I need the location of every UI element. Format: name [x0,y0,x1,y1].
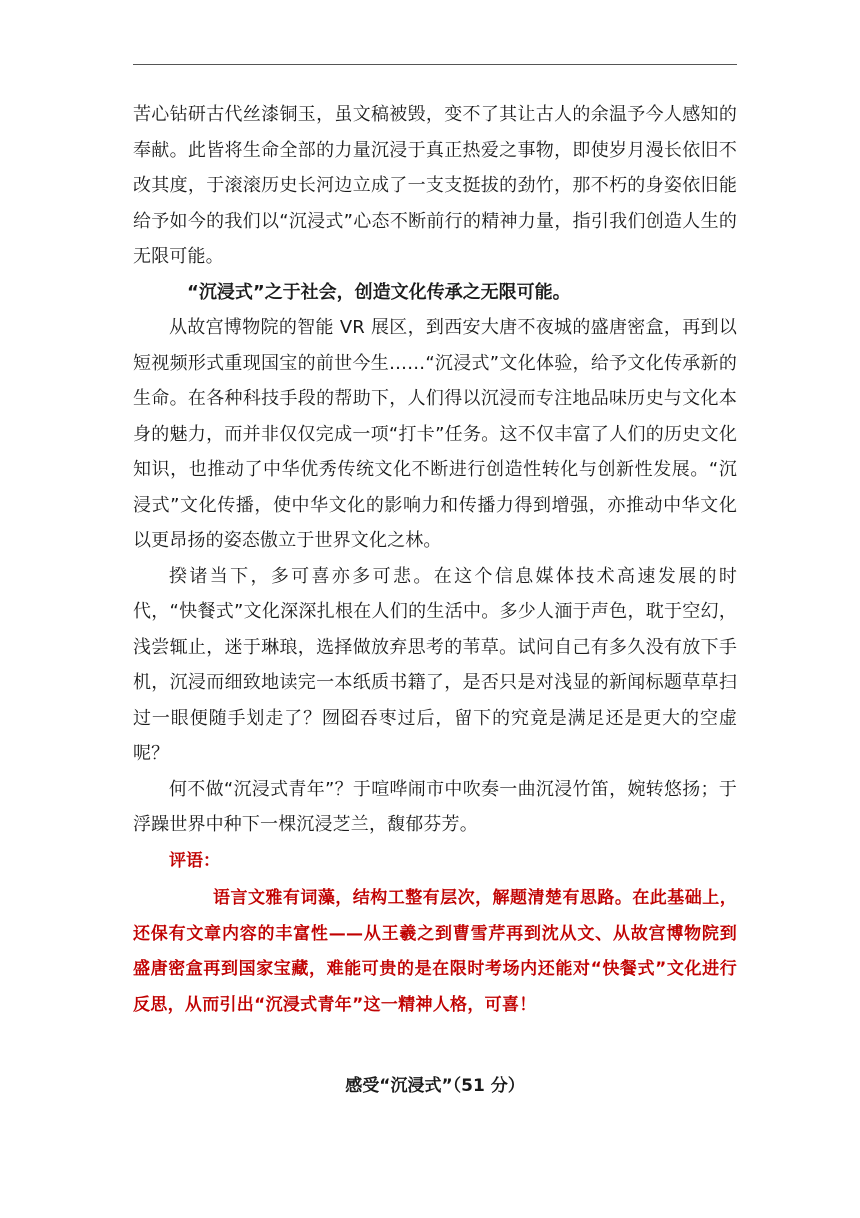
comment-label: 评语： [169,850,220,871]
paragraph-reflection: 揆诸当下，多可喜亦多可悲。在这个信息媒体技术高速发展的时代，“快餐式”文化深深扎根在人们的生活中。多少人湎于声色，耽于空幻，浅尝辄止，迷于琳琅，选择做放弃思考的苇草。试问自己有多久没有放下手机，沉浸而细致地读完一本纸质书籍了，是否只是对浅显的新闻标题草草扫过一眼便随手划走了？囫囵吞枣过后，留下的究竟是满足还是更大的空虚呢？ [133,565,737,764]
section-subheading: “沉浸式”之于社会，创造文化传承之无限可能。 [187,281,571,303]
paragraph-culture: 从故宫博物院的智能 VR 展区，到西安大唐不夜城的盛唐密盒，再到以短视频形式重现国宝的前世今生……“沉浸式”文化体验，给予文化传承新的生命。在各种科技手段的帮助下，人们得以沉浸而专注地品味历史与文化本身的魅力，而并非仅仅完成一项“打卡”任务。这不仅丰富了人们的历史文化知识，也推动了中华优秀传统文化不断进行创造性转化与创新性发展。“沉浸式”文化传播，使中华文化的影响力和传播力得到增强，亦推动中华文化以更昂扬的姿态傲立于世界文化之林。 [133,317,737,551]
paragraph-closing: 何不做“沉浸式青年”？于喧哗闹市中吹奏一曲沉浸竹笛，婉转悠扬；于浮躁世界中种下一棵沉浸芝兰，馥郁芬芳。 [133,778,737,835]
next-essay-title: 感受“沉浸式”（51 分） [345,1076,525,1096]
comment-body: 语言文雅有词藻，结构工整有层次，解题清楚有思路。在此基础上，还保有文章内容的丰富性——从王羲之到曹雪芹再到沈从文、从故宫博物院到盛唐密盒再到国家宝藏，难能可贵的是在限时考场内还能对“快餐式”文化进行反思，从而引出“沉浸式青年”这一精神人格，可喜！ [133,888,737,1015]
paragraph-continuation: 苦心钻研古代丝漆铜玉，虽文稿被毁，变不了其让古人的余温予今人感知的奉献。此皆将生命全部的力量沉浸于真正热爱之事物，即使岁月漫长依旧不改其度，于滚滚历史长河边立成了一支支挺拔的劲竹，那不朽的身姿依旧能给予如今的我们以“沉浸式”心态不断前行的精神力量，指引我们创造人生的无限可能。 [133,104,737,267]
header-rule [133,64,737,65]
essay-content [133,97,737,1101]
